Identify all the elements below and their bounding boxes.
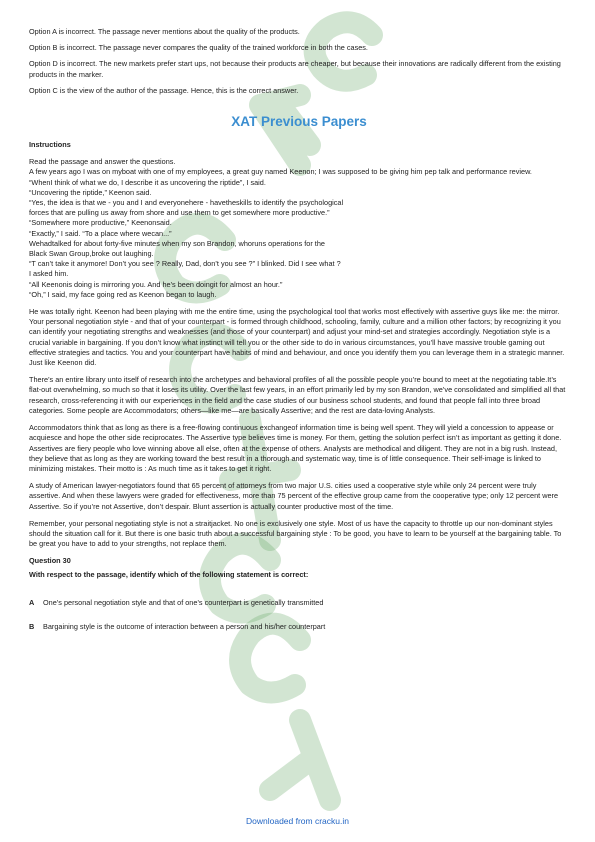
intro-line: forces that are pulling us away from shore and use them to get somewhere more productive.” bbox=[29, 208, 330, 218]
question-number: Question 30 bbox=[29, 556, 71, 566]
passage-intro bbox=[29, 157, 569, 300]
passage-paragraph: Remember, your personal negotiating style is not a straitjacket. No one is exclusively one style. Most of us have the capacity to throttle up our non-dominant styles should the situation call for it. But there is one basic truth about a successful bargaining style : To be good, you have to learn to be yourself at the bargaining table. To be great you have to add to your strengths, not replace them. bbox=[29, 518, 562, 549]
instructions-heading: Instructions bbox=[29, 140, 71, 150]
passage-paragraph: Accommodators think that as long as there is a free-flowing continuous exchangeof information time is being well spent. They will yield a concession to appease or acquiesce and hope the other side reciprocates. The Assertive type believes time is money. For them, getting the solution perfect isn’t as important as getting it done. Assertives are fiery people who love winning above all else, often at the expense of others. Analysts are methodical and diligent. They are not in a big rush. Instead, they believe that as long as they are working toward the best result in a thorough and systematic way, time is of little consequence. Their self-image is linked to minimizing mistakes. Their motto is : As much time as it takes to get it right. bbox=[29, 423, 562, 473]
intro-line: Black Swan Group,broke out laughing. bbox=[29, 249, 154, 259]
document-body bbox=[29, 27, 569, 646]
answer-choice-b[interactable] bbox=[29, 622, 569, 632]
intro-line: A few years ago I was on myboat with one of my employees, a great guy named Keenon; I was supposed to be giving him pep talk and performance review. bbox=[29, 167, 532, 177]
option-c-explanation: Option C is the view of the author of the passage. Hence, this is the correct answer. bbox=[29, 85, 299, 95]
intro-line: Wehadtalked for about forty-five minutes when my son Brandon, whoruns operations for the bbox=[29, 238, 325, 248]
footer-download-link[interactable]: Downloaded from cracku.in bbox=[246, 816, 349, 826]
option-d-explanation: Option D is incorrect. The new markets prefer start ups, not because their products are cheaper, but because their innovations are radically different from the existing products in the marker. bbox=[29, 59, 561, 79]
answer-choice-a[interactable] bbox=[29, 598, 569, 608]
choice-letter: A bbox=[29, 597, 35, 607]
option-a-explanation: Option A is incorrect. The passage never mentions about the quality of the products. bbox=[29, 27, 300, 36]
intro-line: “All Keenonis doing is mirroring you. And he’s been doingit for almost an hour.” bbox=[29, 279, 283, 289]
intro-line: “WhenI think of what we do, I describe it as uncovering the riptide”, I said. bbox=[29, 177, 266, 187]
choice-letter: B bbox=[29, 621, 35, 631]
intro-line: “Somewhere more productive,” Keenonsaid. bbox=[29, 218, 172, 228]
option-b-explanation: Option B is incorrect. The passage never compares the quality of the trained workforce in both the cases. bbox=[29, 43, 368, 53]
passage-paragraph: He was totally right. Keenon had been playing with me the entire time, using the psychological tool that works most effectively with assertive guys like me: the mirror. Your personal negotiation style - and that of your counterpart - is formed through childhood, schooling, family, culture and a million other factors; by recognizing it you can identify your negotiating strengths and weaknesses (and those of your counterpart) and adjust your mind-set and strategies accordingly. Negotiation style is a crucial variable in bargaining. If you don’t know what instinct will tell you or the other side to do in various circumstances, you’ll have massive trouble gaming out effective strategies and tactics. You and your counterpart have habits of mind and behaviour, and once you identify them you can leverage them in a strategic manner. Just like Keenon did. bbox=[29, 307, 565, 368]
passage-paragraph: A study of American lawyer-negotiators found that 65 percent of attorneys from two major U.S. cities used a cooperative style while only 24 percent were truly assertive. And when these lawyers were graded for effectiveness, more than 75 percent of the effective group came from the cooperative type; only 12 percent were Assertive. So if you’re not Assertive, don’t despair. Blunt assertion is actually counter productive most of the time. bbox=[29, 481, 559, 511]
choice-text: One’s personal negotiation style and that of one’s counterpart is genetically transmitted bbox=[43, 597, 324, 607]
intro-line: “Oh,” I said, my face going red as Keenon began to laugh. bbox=[29, 289, 217, 299]
passage-paragraph: There’s an entire library unto itself of research into the archetypes and behavioral profiles of all the possible people you’re bound to meet at the negotiating table.It’s flat-out overwhelming, so much so that it loses its utility. Over the last few years, in an effort primarily led by my son Brandon, we’ve consolidated and simplified all that research, cross-referencing it with our experiences in the field and the case studies of our business school students, and found that people fall into three broad categories. Some people are Accommodators; others—like me—are basically Assertive; and the rest are data-loving Analysts. bbox=[29, 375, 566, 415]
intro-line: “Yes, the idea is that we - you and I and everyonehere - havetheskills to identify the psychological bbox=[29, 198, 344, 208]
section-title: XAT Previous Papers bbox=[231, 114, 367, 130]
choice-text: Bargaining style is the outcome of interaction between a person and his/her counterpart bbox=[43, 621, 326, 631]
intro-line: I asked him. bbox=[29, 269, 69, 279]
intro-line: “Uncovering the riptide,” Keenon said. bbox=[29, 187, 152, 197]
intro-line: “Exactly,” I said. “To a place where wecan...” bbox=[29, 228, 172, 238]
intro-line: Read the passage and answer the questions. bbox=[29, 157, 176, 167]
question-stem: With respect to the passage, identify which of the following statement is correct: bbox=[29, 569, 309, 579]
intro-line: “T can’t take it anymore! Don’t you see ? Really, Dad, don’t you see ?” I blinked. Did I see what ? bbox=[29, 259, 341, 269]
